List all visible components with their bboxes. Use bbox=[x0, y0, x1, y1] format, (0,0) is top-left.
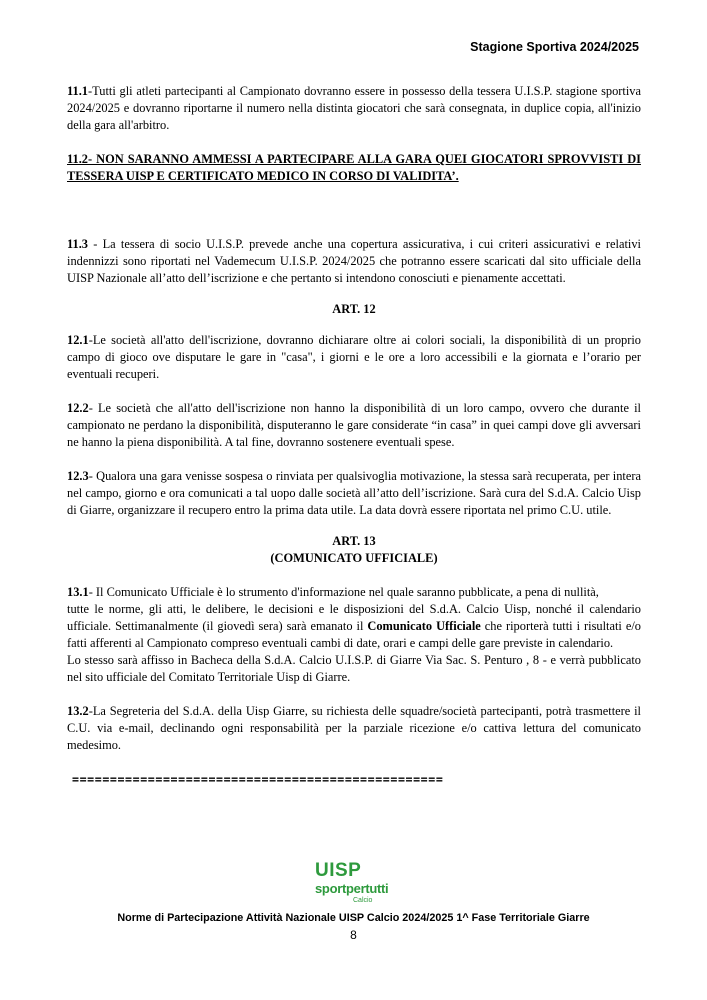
paragraph-11-3 bbox=[67, 236, 641, 287]
clause-text: - Qualora una gara venisse sospesa o rinviata per qualsivoglia motivazione, la stessa sarà recuperata, per intera nel campo, giorno e ora comunicati a tal uopo dalle società all’atto dell’iscrizione. Sarà cura del S.d.A. Calcio Uisp di Giarre, organizzare il recupero entro la prima data utile. La data dovrà essere riportata nel primo C.U. utile. bbox=[67, 469, 641, 517]
paragraph-12-3 bbox=[67, 468, 641, 519]
separator-line: ================================================= bbox=[72, 772, 444, 786]
article-13-title: ART. 13 bbox=[332, 534, 376, 548]
clause-number: 11.1 bbox=[67, 84, 88, 98]
paragraph-11-1 bbox=[67, 83, 641, 134]
clause-number: 13.2 bbox=[67, 704, 89, 718]
uisp-logo bbox=[315, 860, 395, 912]
clause-text: -La Segreteria del S.d.A. della Uisp Giarre, su richiesta delle squadre/società partecipanti, potrà trasmettere il C.U. via e-mail, declinando ogni responsabilità per la parziale ricezione e/o cattiva lettura del comunicato medesimo. bbox=[67, 704, 641, 752]
footer-text: Norme di Partecipazione Attività Nazionale UISP Calcio 2024/2025 1^ Fase Territoriale Giarre bbox=[117, 912, 590, 924]
paragraph-12-1 bbox=[67, 332, 641, 383]
clause-text-a: - Il Comunicato Ufficiale è lo strumento d'informazione nel quale saranno pubblicate, a pena di nullità, bbox=[88, 585, 599, 599]
paragraph-13-1 bbox=[67, 584, 641, 686]
document-body bbox=[67, 83, 641, 754]
clause-text-b: tutte le norme, gli atti, le delibere, le decisioni e le disposizioni del S.d.A. Calcio Uisp, nonché il calendario ufficiale. Settimanalmente (il giovedì sera) sarà emanato il bbox=[67, 602, 641, 633]
paragraph-12-2 bbox=[67, 400, 641, 451]
clause-text: - La tessera di socio U.I.S.P. prevede anche una copertura assicurativa, i cui criteri assicurativi e relativi indennizzi sono riportati nel Vademecum U.I.S.P. 2024/2025 che potranno essere scaricati dal sito ufficiale della UISP Nazionale all’atto dell’iscrizione e che pertanto si intendono conosciuti e pienamente accettati. bbox=[67, 237, 641, 285]
logo-tag-text: Calcio bbox=[353, 897, 373, 904]
clause-text: - Le società che all'atto dell'iscrizione non hanno la disponibilità di un loro campo, ovvero che durante il campionato ne perdano la disponibilità, disputeranno le gare considerate “in casa” in quei campi dove gli avversari ne hanno la piena disponibilità. A tal fine, dovranno sostenere eventuali spese. bbox=[67, 401, 641, 449]
clause-number: 12.2 bbox=[67, 401, 89, 415]
clause-text: -Tutti gli atleti partecipanti al Campionato dovranno essere in possesso della tessera U.I.S.P. stagione sportiva 2024/2025 e dovranno riportarne il numero nella distinta giocatori che sarà consegnata, in duplice copia, all'inizio della gara all'arbitro. bbox=[67, 84, 641, 132]
clause-number: 13.1 bbox=[67, 585, 89, 599]
clause-text-c: che riporterà tutti i risultati e/o fatti afferenti al Campionato compreso eventuali cambi di date, orari e campi delle gare previste in calendario. bbox=[67, 619, 641, 650]
clause-number: 11.3 bbox=[67, 237, 88, 251]
clause-number: 12.3 bbox=[67, 469, 89, 483]
page-number: 8 bbox=[350, 928, 357, 942]
logo-main-text: UISP bbox=[315, 860, 362, 881]
paragraph-13-2 bbox=[67, 703, 641, 754]
clause-text-d: Lo stesso sarà affisso in Bacheca della S.d.A. Calcio U.I.S.P. di Giarre Via Sac. S. Penturo , 8 - e verrà pubblicato nel sito ufficiale del Comitato Territoriale Uisp di Giarre. bbox=[67, 653, 641, 684]
article-12-title: ART. 12 bbox=[332, 302, 376, 316]
season-header: Stagione Sportiva 2024/2025 bbox=[470, 40, 639, 54]
paragraph-11-2: 11.2- NON SARANNO AMMESSI A PARTECIPARE ALLA GARA QUEI GIOCATORI SPROVVISTI DI TESSERA UISP E CERTIFICATO MEDICO IN CORSO DI VALIDITA’. bbox=[67, 152, 641, 183]
article-13-subtitle: (COMUNICATO UFFICIALE) bbox=[270, 551, 438, 565]
clause-text: -Le società all'atto dell'iscrizione, dovranno dichiarare oltre ai colori sociali, la disponibilità di un proprio campo di gioco ove disputare le gare in "casa", i giorni e le ore a loro accessibili e la giornata e l’orario per eventuali recuperi. bbox=[67, 333, 641, 381]
logo-sub-text: sportpertutti bbox=[315, 881, 389, 896]
clause-bold: Comunicato Ufficiale bbox=[367, 619, 481, 633]
clause-number: 12.1 bbox=[67, 333, 89, 347]
